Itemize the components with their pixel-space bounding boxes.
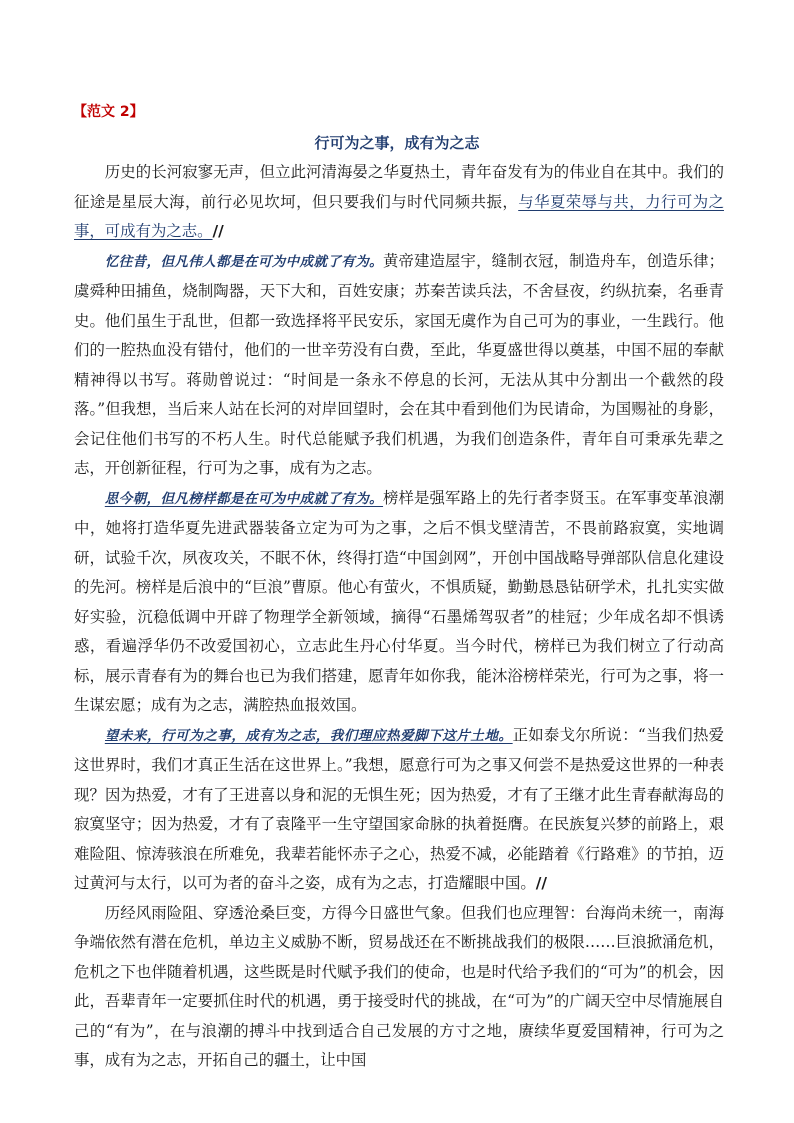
topic-sentence-past: 忆往昔，但凡伟人都是在可为中成就了有为。 xyxy=(104,253,384,270)
sample-tag: 【范文 2】 xyxy=(73,104,144,120)
future-text: 正如泰戈尔所说：“当我们热爱这世界时，我们才真正生活在这世界上。”我想，愿意行可为之事又何尝不是热爱这世界的一种表现？因为热爱，才有了王进喜以身和泥的无惧生死；因为热爱，才有了王继才此生青春献海岛的寂寞坚守；因为热爱，才有了袁隆平一生守望国家命脉的执着挺膺。在民族复兴梦的前路上，艰难险阻、惊涛骇浪在所难免，我辈若能怀赤子之心，热爱不减，必能踏着《行路难》的节拍，迈过黄河与太行，以可为者的奋斗之姿，成有为之志，打造耀眼中国。 xyxy=(74,725,724,892)
intro-text: 历史的长河寂寥无声，但立此河清海晏之华夏热土，青年奋发有为的伟业自在其中。我们的征途是星辰大海，前行必见坎坷，但只要我们与时代同频共振， xyxy=(74,163,724,211)
section-mark: // xyxy=(535,874,547,892)
topic-sentence-future: 望未来，行可为之事，成有为之志，我们理应热爱脚下这片土地。 xyxy=(104,727,513,744)
paragraph-past xyxy=(74,247,724,484)
essay-body xyxy=(74,158,724,1076)
conclusion-text: 历经风雨险阻、穿透沧桑巨变，方得今日盛世气象。但我们也应理智：台海尚未统一，南海争端依然有潜在危机，单边主义威胁不断，贸易战还在不断挑战我们的极限……巨浪掀涌危机，危机之下也伴随着机遇，这些既是时代赋予我们的使命，也是时代给予我们的“可为”的机会，因此，吾辈青年一定要抓住时代的机遇，勇于接受时代的挑战，在“可为”的广阔天空中尽情施展自己的“有为”，在与浪潮的搏斗中找到适合自己发展的方寸之地，赓续华夏爱国精神，行可为之事，成有为之志，开拓自己的疆土，让中国 xyxy=(74,903,724,1069)
paragraph-present xyxy=(74,484,724,721)
section-mark: // xyxy=(212,222,224,240)
paragraph-conclusion xyxy=(74,899,724,1076)
present-text: 榜样是强军路上的先行者李贤玉。在军事变革浪潮中，她将打造华夏先进武器装备立定为可为之事，之后不惧戈壁清苦，不畏前路寂寞，实地调研，试验千次，夙夜攻关，不眠不休，终得打造“中国剑网”，开创中国战略导弹部队信息化建设的先河。榜样是后浪中的“巨浪”曹原。他心有萤火，不惧质疑，勤勤恳恳钻研学术，扎扎实实做好实验，沉稳低调中开辟了物理学全新领域，摘得“石墨烯驾驭者”的桂冠；少年成名却不惧诱惑，看遍浮华仍不改爱国初心，立志此生丹心付华夏。当今时代，榜样已为我们树立了行动高标，展示青春有为的舞台也已为我们搭建，愿青年如你我，能沐浴榜样荣光，行可为之事，将一生谋宏愿；成有为之志，满腔热血报效国。 xyxy=(74,488,724,714)
thesis-statement: 与华夏荣辱与共，力行可为之事，可成有为之志。 xyxy=(74,192,724,240)
topic-sentence-present: 思今朝，但凡榜样都是在可为中成就了有为。 xyxy=(104,490,384,507)
essay-title: 行可为之事，成有为之志 xyxy=(314,134,480,152)
paragraph-intro xyxy=(74,158,724,247)
past-text: 黄帝建造屋宇，缝制衣冠，制造舟车，创造乐律；虞舜种田捕鱼，烧制陶器，天下大和，百姓安康；苏秦苦读兵法，不舍昼夜，约纵抗秦，名垂青史。他们虽生于乱世，但都一致选择将平民安乐，家国无虞作为自己可为的事业，一生践行。他们的一腔热血没有错付，他们的一世辛劳没有白费，至此，华夏盛世得以奠基，中国不屈的奉献精神得以书写。蒋勋曾说过：“时间是一条永不停息的长河，无法从其中分割出一个截然的段落。”但我想，当后来人站在长河的对岸回望时，会在其中看到他们为民请命，为国赐祉的身影，会记住他们书写的不朽人生。时代总能赋予我们机遇，为我们创造条件，青年自可秉承先辈之志，开创新征程，行可为之事，成有为之志。 xyxy=(74,251,724,477)
paragraph-future xyxy=(74,721,724,899)
